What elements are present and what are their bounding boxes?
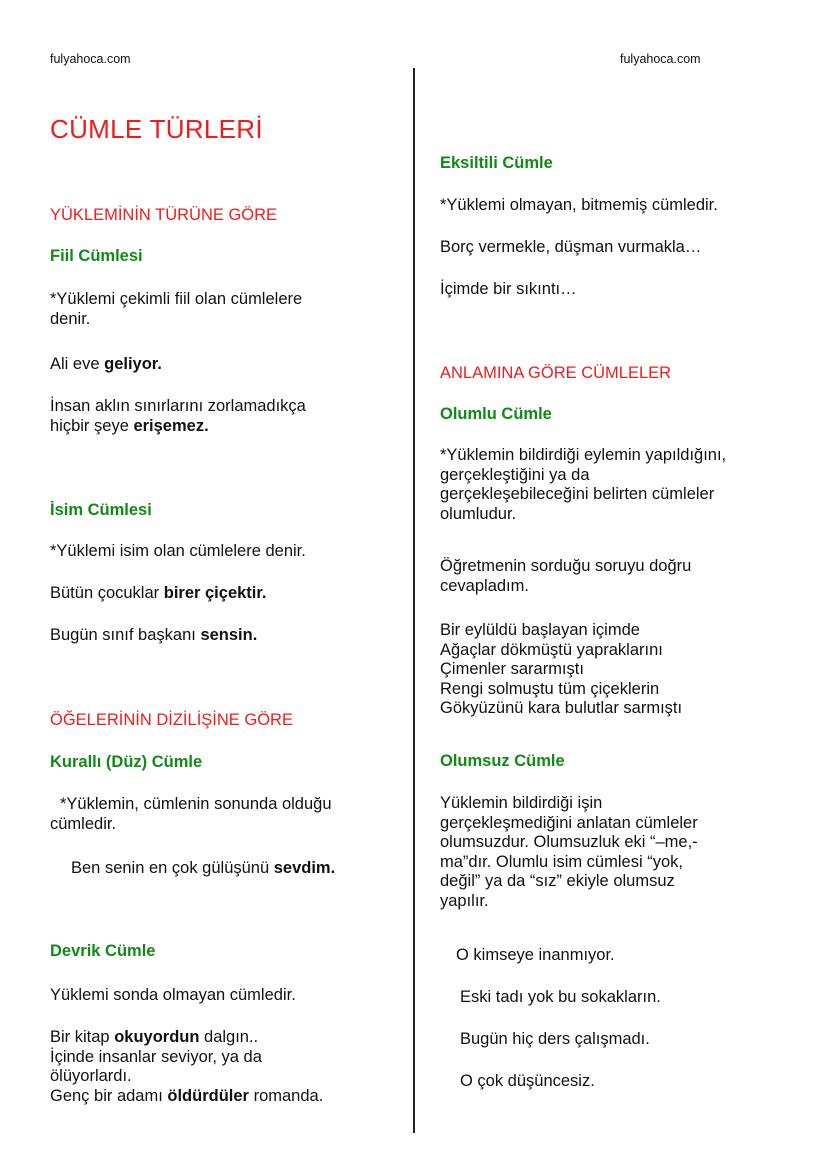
section-heading-meaning: ANLAMINA GÖRE CÜMLELER <box>440 364 672 382</box>
verb-sentence-example-1: Ali eve geliyor. <box>50 355 162 373</box>
negative-sentence-example-2: Eski tadı yok bu sokakların. <box>460 988 661 1006</box>
heading-inverted-sentence: Devrik Cümle <box>50 942 156 960</box>
noun-sentence-example-2: Bugün sınıf başkanı sensin. <box>50 626 258 644</box>
heading-regular-sentence: Kurallı (Düz) Cümle <box>50 753 203 771</box>
inverted-sentence-definition: Yüklemi sonda olmayan cümledir. <box>50 986 296 1004</box>
negative-sentence-example-3: Bugün hiç ders çalışmadı. <box>460 1030 650 1048</box>
positive-sentence-example: Öğretmenin sorduğu soruyu doğru cevapladım. <box>440 557 692 595</box>
noun-sentence-example-1: Bütün çocuklar birer çiçektir. <box>50 584 267 602</box>
section-heading-predicate-type: YÜKLEMİNİN TÜRÜNE GÖRE <box>50 206 278 224</box>
heading-verb-sentence: Fiil Cümlesi <box>50 247 143 265</box>
page-title: CÜMLE TÜRLERİ <box>50 114 263 144</box>
heading-positive-sentence: Olumlu Cümle <box>440 405 552 423</box>
site-name-left: fulyahoca.com <box>50 52 131 66</box>
verb-sentence-example-2: İnsan aklın sınırlarını zorlamadıkça hiçbir şeye erişemez. <box>50 397 306 435</box>
elliptical-sentence-definition: *Yüklemi olmayan, bitmemiş cümledir. <box>440 196 718 214</box>
regular-sentence-example: Ben senin en çok gülüşünü sevdim. <box>71 859 336 877</box>
positive-sentence-poem: Bir eylüldü başlayan içimde Ağaçlar dökmüştü yapraklarını Çimenler sararmıştı Rengi solmuştu tüm çiçeklerin Gökyüzünü kara bulutlar sarmıştı <box>440 621 683 717</box>
section-heading-element-order: ÖĞELERİNİN DİZİLİŞİNE GÖRE <box>50 711 293 729</box>
negative-sentence-definition: Yüklemin bildirdiği işin gerçekleşmediğini anlatan cümleler olumsuzdur. Olumsuzluk eki “–me,- ma”dır. Olumlu isim cümlesi “yok, değil” ya da “sız” ekiyle olumsuz yapılır. <box>440 794 698 910</box>
elliptical-sentence-example-1: Borç vermekle, düşman vurmakla… <box>440 238 702 256</box>
positive-sentence-definition: *Yüklemin bildirdiği eylemin yapıldığını, gerçekleştiğini ya da gerçekleşebileceğini belirten cümleler olumludur. <box>440 446 727 523</box>
regular-sentence-definition: *Yüklemin, cümlenin sonunda olduğu cümledir. <box>50 795 332 833</box>
negative-sentence-example-1: O kimseye inanmıyor. <box>456 946 615 964</box>
negative-sentence-example-4: O çok düşüncesiz. <box>460 1072 595 1090</box>
site-name-right: fulyahoca.com <box>620 52 701 66</box>
heading-negative-sentence: Olumsuz Cümle <box>440 752 565 770</box>
heading-noun-sentence: İsim Cümlesi <box>50 501 152 519</box>
heading-elliptical-sentence: Eksiltili Cümle <box>440 154 553 172</box>
column-divider <box>413 68 415 1133</box>
verb-sentence-definition: *Yüklemi çekimli fiil olan cümlelere denir. <box>50 290 303 328</box>
elliptical-sentence-example-2: İçimde bir sıkıntı… <box>440 280 577 298</box>
inverted-sentence-example: Bir kitap okuyordun dalgın.. İçinde insanlar seviyor, ya da ölüyorlardı. Genç bir adamı öldürdüler romanda. <box>50 1028 324 1105</box>
noun-sentence-definition: *Yüklemi isim olan cümlelere denir. <box>50 542 306 560</box>
